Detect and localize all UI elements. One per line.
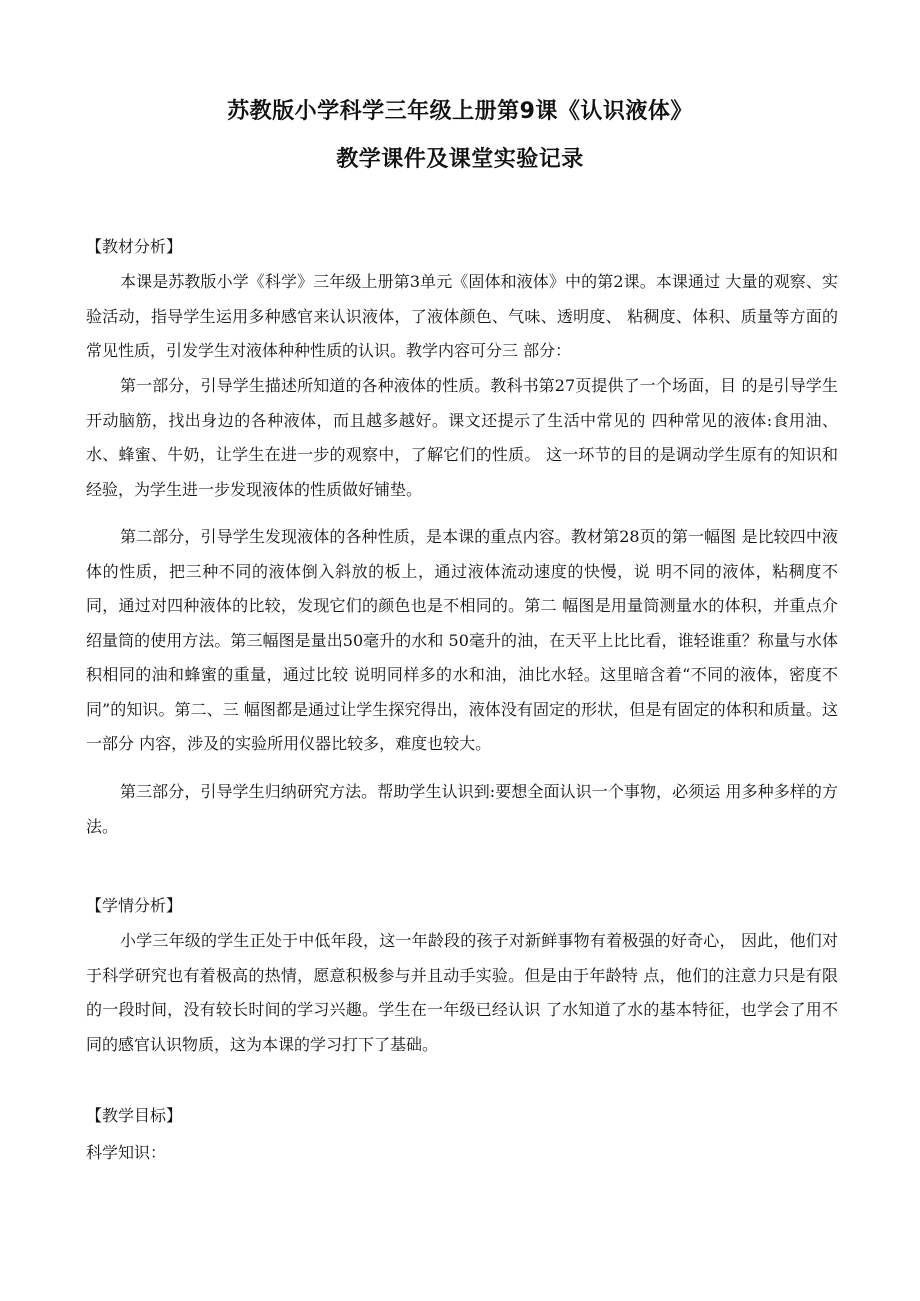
document-title-line-2: 教学课件及课堂实验记录	[336, 147, 584, 172]
section-heading-student-analysis: 【学情分析】	[86, 896, 183, 915]
document-title-line-1: 苏教版小学科学三年级上册第9课《认识液体》	[227, 99, 693, 124]
section-heading-textbook-analysis: 【教材分析】	[86, 237, 183, 256]
paragraph-textbook-overview: 本课是苏教版小学《科学》三年级上册第3单元《固体和液体》中的第2课。本课通过 大量的观察、实验活动，指导学生运用多种感官来认识液体，了液体颜色、气味、透明度、 粘稠度、体积、质量等方面的常见性质，引发学生对液体种种性质的认识。教学内容可分三 部分：	[86, 272, 838, 360]
paragraph-part-two: 第二部分，引导学生发现液体的各种性质，是本课的重点内容。教材第28页的第一幅图 是比较四中液体的性质，把三种不同的液体倒入斜放的板上，通过液体流动速度的快慢，说 明不同的液体，粘稠度不同，通过对四种液体的比较，发现它们的颜色也是不相同的。第二 幅图是用量筒测量水的体积，并重点介绍量筒的使用方法。第三幅图是量出50毫升的水和 50毫升的油，在天平上比比看，谁轻谁重？称量与水体积相同的油和蜂蜜的重量，通过比较 说明同样多的水和油，油比水轻。这里暗含着“不同的液体，密度不同”的知识。第二、三 幅图都是通过让学生探究得出，液体没有固定的形状，但是有固定的体积和质量。这一部分 内容，涉及的实验所用仪器比较多，难度也较大。	[86, 527, 838, 753]
section-heading-teaching-goals: 【教学目标】	[86, 1106, 183, 1125]
paragraph-part-one: 第一部分，引导学生描述所知道的各种液体的性质。教科书第27页提供了一个场面，目 的是引导学生开动脑筋，找出身边的各种液体，而且越多越好。课文还提示了生活中常见的 四种常见的液体:食用油、水、蜂蜜、牛奶，让学生在进一步的观察中，了解它们的性质。 这一环节的目的是调动学生原有的知识和经验，为学生进一步发现液体的性质做好铺垫。	[86, 376, 838, 499]
paragraph-student-analysis: 小学三年级的学生正处于中低年段，这一年龄段的孩子对新鲜事物有着极强的好奇心， 因此，他们对于科学研究也有着极高的热情，愿意积极参与并且动手实验。但是由于年龄特 点，他们的注意力只是有限的一段时间，没有较长时间的学习兴趣。学生在一年级已经认识 了水知道了水的基本特征，也学会了用不同的感官认识物质，这为本课的学习打下了基础。	[86, 931, 838, 1054]
paragraph-part-three: 第三部分，引导学生归纳研究方法。帮助学生认识到:要想全面认识一个事物，必须运 用多种多样的方法。	[86, 782, 838, 836]
subheading-science-knowledge: 科学知识：	[86, 1143, 167, 1162]
